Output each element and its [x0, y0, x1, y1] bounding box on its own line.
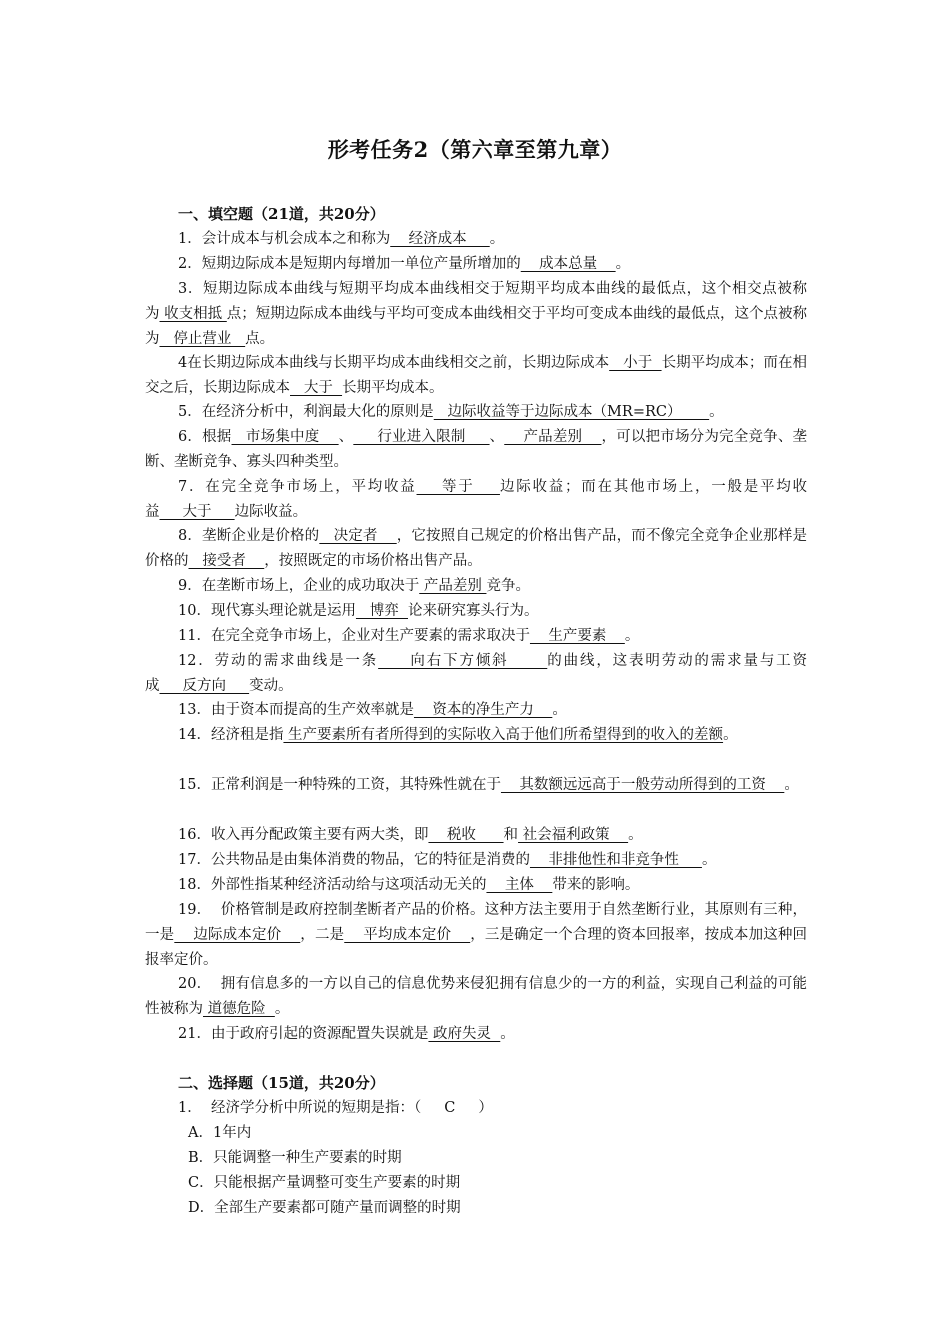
- question-12: [145, 649, 807, 699]
- question-text: 竞争。: [486, 578, 530, 594]
- question-text: 。: [701, 852, 717, 868]
- question-1: [145, 227, 807, 252]
- page-title: 形考任务2（第六章至第九章）: [327, 137, 623, 162]
- question-5: [145, 400, 807, 425]
- choice-option-d: D．全部生产要素都可随产量而调整的时期: [188, 1200, 461, 1216]
- question-text: 。: [709, 404, 724, 420]
- answer-blank: 生产要素: [529, 628, 625, 644]
- question-text: 点。: [245, 331, 275, 347]
- question-text: ，它按照自己规定的价格出售产品，而不像完全竞争企业那样是价格的: [145, 528, 807, 569]
- question-text: 。: [552, 702, 567, 718]
- question-text: 。: [723, 727, 738, 743]
- answer-blank: 大于: [159, 504, 235, 520]
- question-text: 8．垄断企业是价格的: [178, 528, 320, 544]
- answer-blank: 平均成本定价: [344, 927, 471, 943]
- question-text: 17．公共物品是由集体消费的物品，它的特征是消费的: [178, 852, 530, 868]
- question-text: 的曲线，这表明劳动的需求量与工资成: [145, 653, 808, 694]
- answer-blank: 政府失灵: [428, 1026, 501, 1042]
- question-21: [145, 1022, 807, 1047]
- question-8: [145, 524, 807, 574]
- question-text: 论来研究寡头行为。: [408, 603, 539, 619]
- question-20: [145, 972, 807, 1022]
- answer-blank: 小于: [609, 355, 662, 371]
- question-text: 带来的影响。: [552, 877, 640, 893]
- answer-blank: 道德危险: [203, 1001, 275, 1017]
- question-text: 5．在经济分析中，利润最大化的原则是: [178, 404, 434, 420]
- answer-blank: 博弈: [355, 603, 408, 619]
- answer-blank: 经济成本: [390, 231, 490, 247]
- question-text: 变动。: [249, 678, 293, 694]
- question-text: 19． 价格管制是政府控制垄断者产品的价格。这种方法主要用于自然垄断行业，其原则有三种，一是: [145, 902, 807, 943]
- question-13: [145, 698, 807, 723]
- answer-blank: 决定者: [319, 528, 397, 544]
- question-text: 、: [489, 429, 505, 445]
- answer-blank: 停止营业: [159, 331, 246, 347]
- question-17: [145, 848, 807, 873]
- question-16: [145, 823, 807, 848]
- question-text: 21．由于政府引起的资源配置失误就是: [178, 1026, 429, 1042]
- question-text: 13．由于资本而提高的生产效率就是: [178, 702, 414, 718]
- question-text: 长期平均成本。: [342, 380, 444, 396]
- answer-blank: 边际收益等于边际成本（MR=RC）: [433, 404, 710, 420]
- answer-blank: 社会福利政策: [518, 827, 629, 843]
- answer-blank: 其数额远远高于一般劳动所得到的工资: [500, 777, 785, 793]
- question-3: [145, 277, 807, 352]
- question-text: ，三是确定一个合理的资本回报率，按成本加这种回报率定价。: [145, 927, 808, 968]
- question-text: 11．在完全竞争市场上，企业对生产要素的需求取决于: [178, 628, 530, 644]
- answer-blank: 等于: [416, 479, 500, 495]
- question-text: 9．在垄断市场上，企业的成功取决于: [178, 578, 420, 594]
- choice-option-b: B．只能调整一种生产要素的时期: [188, 1150, 402, 1166]
- answer-blank: 产品差别: [504, 429, 602, 445]
- question-text: 2．短期边际成本是短期内每增加一单位产量所增加的: [178, 256, 521, 272]
- answer-blank: 产品差别: [419, 578, 487, 594]
- answer-blank: 边际成本定价: [174, 927, 301, 943]
- question-text: 10．现代寡头理论就是运用: [178, 603, 356, 619]
- question-10: [145, 599, 807, 624]
- question-7: [145, 475, 807, 525]
- answer-blank: 主体: [486, 877, 553, 893]
- question-text: 。: [628, 827, 643, 843]
- question-18: [145, 873, 807, 898]
- question-text: 6．根据: [178, 429, 232, 445]
- question-text: 和: [503, 827, 519, 843]
- question-text: 边际收益；而在其他市场上，一般是平均收益: [145, 479, 807, 520]
- question-text: 。: [615, 256, 631, 272]
- question-14: [145, 723, 807, 748]
- question-11: [145, 624, 807, 649]
- question-text: 。: [784, 777, 799, 793]
- answer-blank: 税收: [428, 827, 504, 843]
- question-19: [145, 898, 807, 973]
- answer-blank: 成本总量: [520, 256, 616, 272]
- question-text: ，按照既定的市场价格出售产品。: [264, 553, 482, 569]
- question-6: [145, 425, 807, 475]
- question-text: 、: [338, 429, 354, 445]
- question-text: 18．外部性指某种经济活动给与这项活动无关的: [178, 877, 487, 893]
- question-text: 。: [274, 1001, 290, 1017]
- choice-question-1: 1． 经济学分析中所说的短期是指：（ C ）: [178, 1100, 493, 1116]
- question-text: 点；短期边际成本曲线与平均可变成本曲线相交于平均可变成本曲线的最低点，这个点被称为: [145, 306, 808, 347]
- question-text: 。: [489, 231, 505, 247]
- question-text: 边际收益。: [234, 504, 308, 520]
- answer-blank: 生产要素所有者所得到的实际收入高于他们所希望得到的收入的差额: [283, 727, 724, 743]
- answer-blank: 收支相抵: [159, 306, 227, 322]
- answer-blank: 行业进入限制: [353, 429, 490, 445]
- choice-option-a: A．1年内: [188, 1125, 252, 1141]
- question-text: 16．收入再分配政策主要有两大类，即: [178, 827, 429, 843]
- question-4: [145, 351, 807, 401]
- answer-blank: 非排他性和非竞争性: [529, 852, 702, 868]
- answer-blank: 接受者: [188, 553, 265, 569]
- question-text: 14．经济租是指: [178, 727, 284, 743]
- section-fill-in-heading: 一、填空题（21道，共20分）: [178, 205, 385, 223]
- question-text: 15．正常利润是一种特殊的工资，其特殊性就在于: [178, 777, 501, 793]
- answer-blank: 市场集中度: [231, 429, 339, 445]
- answer-blank: 向右下方倾斜: [378, 653, 548, 669]
- question-text: 1．会计成本与机会成本之和称为: [178, 231, 391, 247]
- question-text: ，二是: [300, 927, 345, 943]
- question-text: 3．短期边际成本曲线与短期平均成本曲线相交于短期平均成本曲线的最低点，这个相交点被称为: [145, 281, 807, 322]
- answer-blank: 资本的净生产力: [413, 702, 553, 718]
- question-text: 4在长期边际成本曲线与长期平均成本曲线相交之前，长期边际成本: [178, 355, 610, 371]
- question-text: 7．在完全竞争市场上，平均收益: [178, 479, 417, 495]
- answer-blank: 反方向: [159, 678, 250, 694]
- question-text: 长期平均成本；而在相交之后，长期边际成本: [145, 355, 807, 396]
- question-15: [145, 773, 807, 798]
- question-text: 12．劳动的需求曲线是一条: [178, 653, 379, 669]
- question-text: 。: [624, 628, 640, 644]
- question-text: ，可以把市场分为完全竞争、垄断、垄断竞争、寡头四种类型。: [145, 429, 808, 470]
- question-text: 。: [500, 1026, 515, 1042]
- answer-blank: 大于: [290, 380, 343, 396]
- question-text: 20． 拥有信息多的一方以自己的信息优势来侵犯拥有信息少的一方的利益，实现自己利益的可能性被称为: [145, 976, 807, 1017]
- question-9: [145, 574, 807, 599]
- question-2: [145, 252, 807, 277]
- section-choice-heading: 二、选择题（15道，共20分）: [178, 1074, 385, 1092]
- choice-option-c: C．只能根据产量调整可变生产要素的时期: [188, 1175, 461, 1191]
